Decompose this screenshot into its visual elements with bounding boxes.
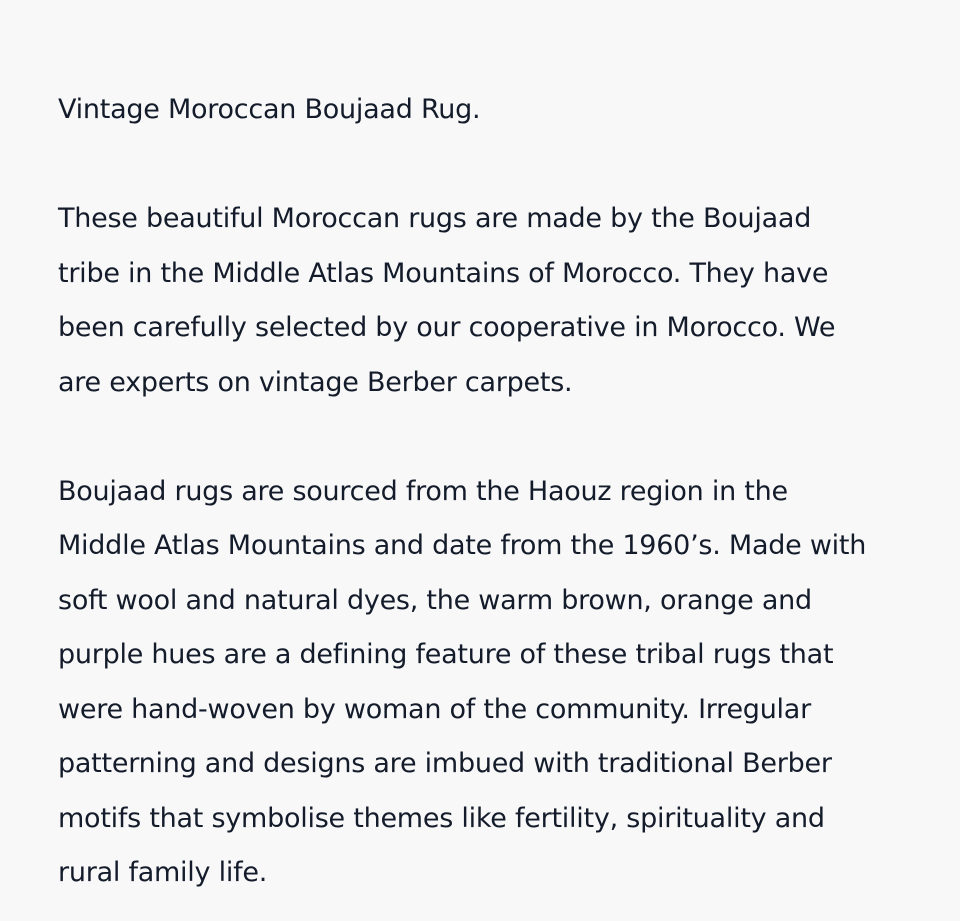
description-paragraph-1	[58, 192, 930, 410]
paragraph-line: Middle Atlas Mountains and date from the 1960’s. Made with	[58, 530, 867, 561]
paragraph-line: are experts on vintage Berber carpets.	[58, 366, 573, 398]
paragraph-line: tribe in the Middle Atlas Mountains of Morocco. They have	[58, 257, 829, 289]
paragraph-line: patterning and designs are imbued with traditional Berber	[58, 748, 832, 779]
paragraph-line: soft wool and natural dyes, the warm brown, orange and	[58, 584, 812, 616]
paragraph-line: Boujaad rugs are sourced from the Haouz region in the	[58, 475, 788, 507]
paragraph-line: been carefully selected by our cooperative in Morocco. We	[58, 312, 836, 343]
paragraph-line: motifs that symbolise themes like fertility, spirituality and	[58, 802, 825, 834]
paragraph-spacer	[58, 138, 930, 193]
paragraph-line: were hand-woven by woman of the community. Irregular	[58, 693, 811, 725]
paragraph-spacer	[58, 410, 930, 465]
paragraph-line: rural family life.	[58, 857, 268, 888]
paragraph-line: These beautiful Moroccan rugs are made by the Boujaad	[58, 203, 812, 234]
paragraph-line: purple hues are a defining feature of these tribal rugs that	[58, 639, 834, 670]
product-title: Vintage Moroccan Boujaad Rug.	[58, 94, 481, 125]
description-paragraph-2	[58, 465, 930, 901]
